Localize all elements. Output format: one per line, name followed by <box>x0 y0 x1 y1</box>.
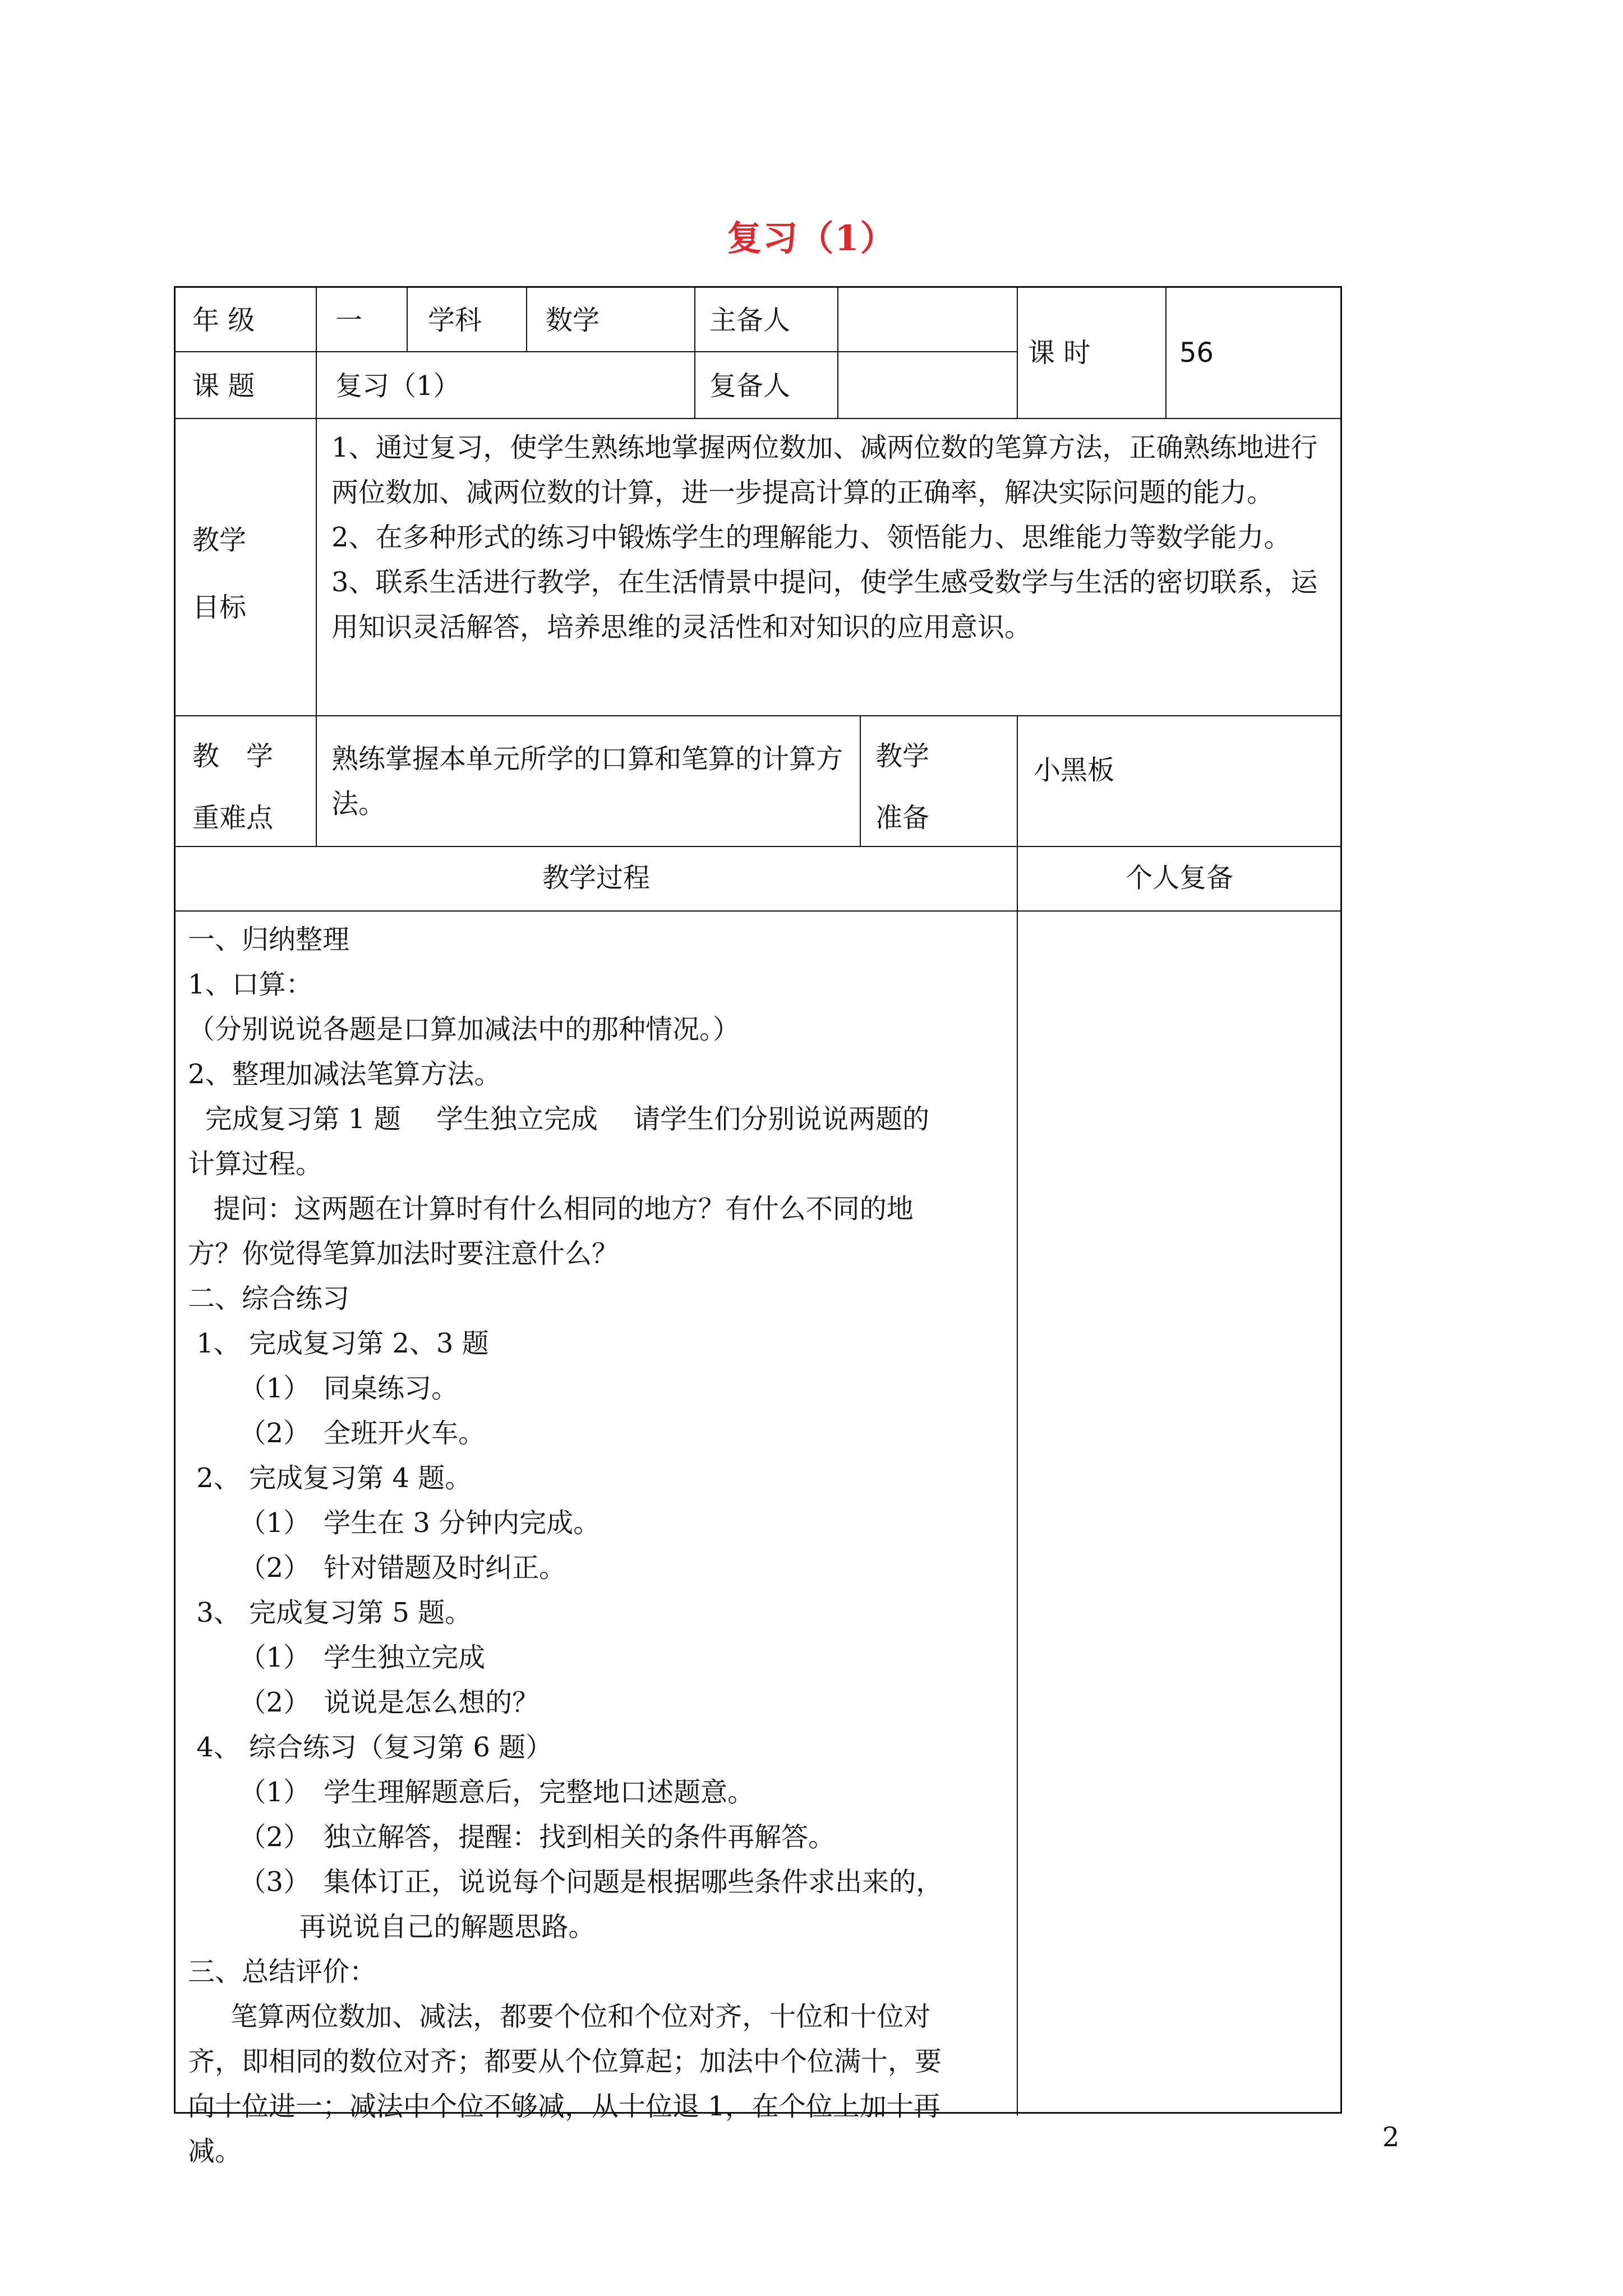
co-preparer-label: 复备人 <box>709 370 791 402</box>
process-line: （分别说说各题是口算加减法中的那种情况。） <box>188 1014 740 1045</box>
topic-label: 课 题 <box>192 370 255 402</box>
key-points-label: 教 学 重难点 <box>192 740 274 834</box>
process-line: 减。 <box>188 2136 242 2167</box>
col-divider <box>1165 288 1166 418</box>
process-line: 提问：这两题在计算时有什么相同的地方？有什么不同的地 <box>188 1193 914 1225</box>
page-number: 2 <box>1382 2122 1400 2153</box>
process-line: 一、归纳整理 <box>188 924 350 955</box>
page-title: 复习（1） <box>727 218 896 259</box>
col-divider <box>860 715 861 846</box>
goals-label: 教学 目标 <box>192 524 247 623</box>
personal-review-content <box>1028 922 1331 2100</box>
process-line: （1） 学生独立完成 <box>188 1642 486 1673</box>
process-line: （3） 集体订正，说说每个问题是根据哪些条件求出来的， <box>188 1866 943 1898</box>
key-points-content: 熟练掌握本单元所学的口算和笔算的计算方法。 <box>331 743 843 820</box>
row-divider <box>176 715 1340 716</box>
process-line: 三、总结评价： <box>188 1956 377 1987</box>
row-divider <box>176 351 1017 352</box>
process-line: 再说说自己的解题思路。 <box>188 1911 596 1943</box>
process-line: 完成复习第 1 题 学生独立完成 请学生们分别说说两题的 <box>188 1103 930 1135</box>
prep-content: 小黑板 <box>1034 754 1115 786</box>
process-line: 2、 完成复习第 4 题。 <box>188 1462 472 1494</box>
col-divider <box>316 288 317 846</box>
process-line: 方？你觉得笔算加法时要注意什么？ <box>188 1238 619 1269</box>
goal-item: 3、联系生活进行教学，在生活情景中提问，使学生感受数学与生活的密切联系，运用知识灵活解答，培养思维的灵活性和对知识的应用意识。 <box>331 567 1318 643</box>
col-divider <box>407 288 408 351</box>
row-divider <box>176 910 1340 912</box>
process-line: 齐，即相同的数位对齐；都要从个位算起；加法中个位满十，要 <box>188 2046 942 2077</box>
process-line: （2） 全班开火车。 <box>188 1418 486 1449</box>
prep-label: 教学 准备 <box>875 740 930 834</box>
col-divider <box>837 288 838 418</box>
personal-review-header: 个人复备 <box>1125 862 1233 894</box>
process-line: 3、 完成复习第 5 题。 <box>188 1597 472 1628</box>
row-divider <box>176 418 1340 419</box>
period-label: 课 时 <box>1028 337 1091 369</box>
subject-value: 数学 <box>546 305 600 336</box>
goals-content <box>331 425 1335 650</box>
process-line: （2） 针对错题及时纠正。 <box>188 1552 566 1584</box>
process-line: 二、综合练习 <box>188 1283 350 1314</box>
grade-value: 一 <box>335 305 363 336</box>
col-divider <box>1017 288 1018 418</box>
col-divider <box>1017 715 1018 2115</box>
goal-item: 2、在多种形式的练习中锻炼学生的理解能力、领悟能力、思维能力等数学能力。 <box>331 522 1291 553</box>
col-divider <box>526 288 527 351</box>
process-header: 教学过程 <box>542 862 650 894</box>
row-divider <box>176 846 1340 847</box>
process-line: （1） 学生在 3 分钟内完成。 <box>188 1507 601 1539</box>
main-preparer-label: 主备人 <box>709 305 791 336</box>
process-content <box>188 917 1012 2174</box>
process-line: 1、口算： <box>188 969 313 1000</box>
col-divider <box>694 288 695 418</box>
grade-label: 年 级 <box>192 305 255 336</box>
period-value: 56 <box>1179 337 1214 369</box>
topic-value: 复习（1） <box>335 370 460 402</box>
process-line: 向十位进一；减法中个位不够减，从十位退 1，在个位上加十再 <box>188 2091 940 2122</box>
process-line: 4、 综合练习（复习第 6 题） <box>188 1732 553 1763</box>
process-line: 2、整理加减法笔算方法。 <box>188 1059 501 1090</box>
goal-item: 1、通过复习，使学生熟练地掌握两位数加、减两位数的笔算方法，正确熟练地进行两位数加、减两位数的计算，进一步提高计算的正确率，解决实际问题的能力。 <box>331 432 1318 508</box>
process-line: （2） 说说是怎么想的？ <box>188 1687 540 1718</box>
process-line: 计算过程。 <box>188 1148 323 1180</box>
process-line: （1） 同桌练习。 <box>188 1373 459 1404</box>
lesson-plan-table <box>174 286 1342 2167</box>
process-line: 1、 完成复习第 2、3 题 <box>188 1328 489 1359</box>
process-line: （2） 独立解答，提醒：找到相关的条件再解答。 <box>188 1821 836 1853</box>
process-line: （1） 学生理解题意后，完整地口述题意。 <box>188 1777 755 1808</box>
process-line: 笔算两位数加、减法，都要个位和个位对齐，十位和十位对 <box>188 2001 931 2032</box>
subject-label: 学科 <box>428 305 482 336</box>
